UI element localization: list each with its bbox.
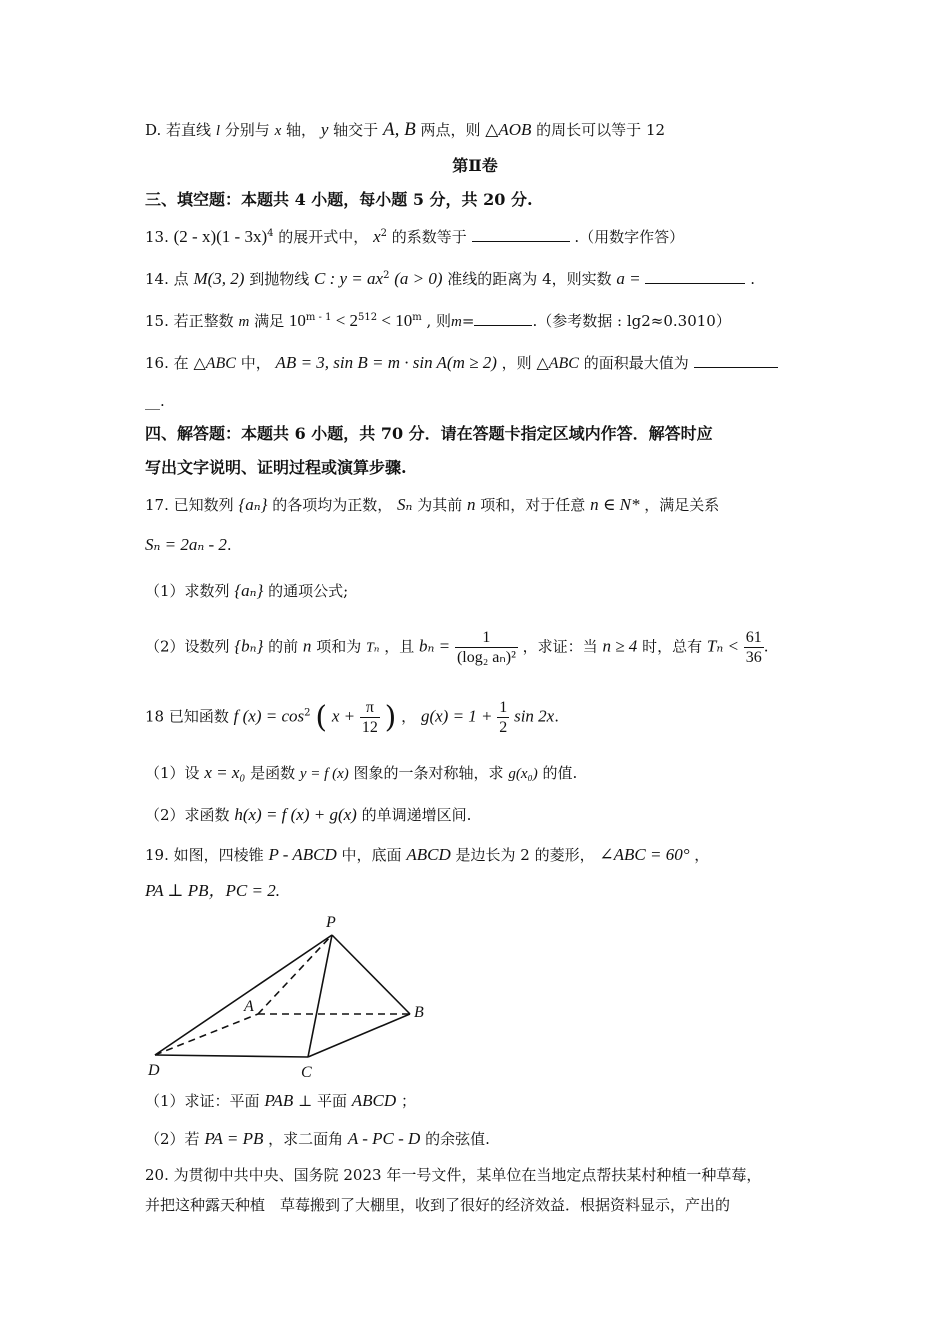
question-number: 13.: [145, 228, 169, 246]
denominator: 12: [361, 719, 378, 737]
var: n: [466, 495, 476, 514]
expression: bₙ =: [419, 636, 451, 656]
fraction-pi-12: [360, 698, 380, 737]
expression: Sₙ: [397, 495, 413, 514]
part-label: （1）求证：平面: [145, 1092, 260, 1110]
var: m: [451, 314, 462, 330]
text: .（用数字作答）: [574, 228, 685, 246]
expression: AB = 3, sin B = m · sin A(m ≥ 2): [275, 353, 497, 372]
part-label: （2）若: [145, 1130, 200, 1148]
text: 是边长为 2 的菱形，: [455, 846, 595, 864]
expression: sin 2x: [514, 706, 555, 726]
expression: C : y = ax: [314, 269, 384, 288]
denominator: (log₂ aₙ)²: [456, 649, 516, 667]
text: ；: [400, 1092, 416, 1110]
denominator: 36: [745, 649, 762, 667]
expression: x +: [331, 706, 356, 726]
text: 准线的距离为 4，则实数: [447, 270, 612, 288]
denominator: 2: [499, 719, 508, 737]
text: 若直线: [166, 121, 212, 139]
text: ，满足关系: [644, 496, 720, 514]
edge-ap: [258, 935, 332, 1014]
expression: PA ⊥ PB，PC = 2.: [145, 881, 280, 900]
exponent: m - 1: [305, 312, 332, 323]
paren-close: ): [384, 700, 397, 736]
question-17-relation: [145, 534, 810, 556]
expression: n ≥ 4: [602, 636, 638, 656]
label-b: B: [414, 1004, 424, 1021]
question-18: [145, 698, 810, 737]
text: 分别与: [224, 121, 270, 139]
text: .: [750, 270, 755, 288]
question-17-part2: [145, 628, 810, 667]
question-number: 17.: [145, 496, 169, 514]
expression: f (x) = cos: [233, 706, 305, 726]
question-14: [145, 268, 810, 290]
expression: A - PC - D: [347, 1129, 421, 1148]
expression: P - ABCD: [268, 845, 337, 864]
question-number: 18: [145, 707, 165, 726]
expression: g(x₀): [508, 766, 538, 782]
expression: {aₙ}: [234, 581, 264, 600]
exponent: 512: [358, 312, 378, 323]
expression: n ∈ N*: [590, 495, 640, 514]
fraction-61-36: [744, 628, 764, 667]
text: 项和，对于任意: [480, 496, 586, 514]
question-20-line1: 20. 为贯彻中共中央、国务院 2023 年一号文件，某单位在当地定点帮扶某村种植一种草莓，: [145, 1166, 762, 1184]
text: 时，总有: [642, 637, 703, 656]
text: ，则: [501, 354, 532, 372]
edge-dp: [155, 935, 332, 1055]
var: l: [215, 123, 221, 139]
text: 的周长可以等于 12: [536, 121, 666, 139]
text: 项和为: [316, 637, 362, 656]
text: 平面: [316, 1092, 347, 1110]
expression: < 2: [331, 311, 359, 330]
label-p: P: [326, 914, 336, 931]
text: 点: [173, 270, 189, 288]
var: x: [373, 227, 381, 246]
numerator: 61: [744, 628, 764, 648]
expression: {bₙ}: [234, 636, 264, 656]
expression: (a > 0): [394, 269, 443, 288]
expression: a =: [616, 269, 641, 288]
question-number: 19.: [145, 846, 169, 864]
var: Tₙ: [365, 640, 380, 656]
text: 的余弦值.: [425, 1130, 490, 1148]
question-number: 15.: [145, 312, 169, 330]
text: 在: [173, 354, 189, 372]
expression: {aₙ}: [238, 495, 268, 514]
paren-open: (: [315, 700, 328, 736]
text: 轴交于: [333, 121, 379, 139]
expression: g(x) = 1 +: [420, 706, 493, 726]
text: ，求证：当: [522, 637, 598, 656]
label-a: A: [244, 998, 254, 1015]
text: 的各项均为正数，: [272, 496, 393, 514]
var: A, B: [382, 119, 416, 140]
question-13: [145, 226, 810, 248]
question-16-tail: __.: [145, 392, 165, 410]
expression: Tₙ <: [706, 636, 739, 656]
var: m: [238, 314, 250, 330]
expression: x = x₀: [204, 763, 246, 782]
text: 的前: [268, 637, 299, 656]
text: 的展开式中，: [278, 228, 369, 246]
answer-blank[interactable]: [694, 353, 778, 368]
text: 若正整数: [173, 312, 234, 330]
expression: ∠ABC = 60°: [599, 845, 690, 864]
volume-title: 第Ⅱ卷: [452, 156, 498, 175]
text: 的值.: [542, 764, 578, 782]
edge-pb: [332, 935, 410, 1014]
expression: < 10: [377, 311, 413, 330]
text: 到抛物线: [249, 270, 310, 288]
edge-pc: [308, 935, 332, 1057]
var: x: [274, 123, 282, 139]
exponent: 4: [267, 228, 274, 239]
question-15: [145, 310, 810, 333]
expression: △ABC: [193, 355, 236, 372]
answer-blank[interactable]: [645, 269, 745, 284]
part-label: （2）设数列: [145, 637, 230, 656]
exponent: 2: [383, 270, 390, 281]
label-d: D: [148, 1062, 160, 1079]
text: ，: [401, 707, 417, 726]
text: 的通项公式;: [268, 582, 349, 600]
section4-title-line1: 四、解答题：本题共 6 小题，共 70 分．请在答题卡指定区域内作答．解答时应: [145, 424, 713, 443]
expression: ABCD: [351, 1091, 397, 1110]
exponent: m: [412, 312, 422, 323]
part-label: （1）求数列: [145, 582, 230, 600]
var: △AOB: [485, 120, 532, 139]
text: 的系数等于: [391, 228, 467, 246]
text: ，: [694, 846, 710, 864]
exponent: 2: [304, 707, 311, 719]
question-number: 16.: [145, 354, 169, 372]
text: .: [554, 707, 559, 726]
label-c: C: [301, 1064, 312, 1081]
text: ，且: [384, 637, 415, 656]
text: 是函数: [250, 764, 296, 782]
answer-blank[interactable]: [474, 311, 532, 326]
text: 中，底面: [341, 846, 402, 864]
option-label: D.: [145, 121, 162, 139]
text: 轴，: [286, 121, 317, 139]
question-19: [145, 844, 810, 866]
text: .: [226, 536, 232, 554]
expression: y = f (x): [299, 766, 349, 782]
question-number: 14.: [145, 270, 169, 288]
var: n: [302, 636, 312, 656]
numerator: π: [360, 698, 380, 718]
section4-title-line2: 写出文字说明、证明过程或演算步骤.: [145, 458, 407, 477]
fraction-1-2: [497, 698, 509, 737]
question-19-part2: [145, 1128, 810, 1150]
expression: △ABC: [536, 355, 579, 372]
text: , 则: [426, 312, 452, 330]
question-17: [145, 494, 810, 516]
question-19-part1: [145, 1090, 810, 1112]
text: 如图，四棱锥: [173, 846, 264, 864]
exponent: 2: [380, 228, 387, 239]
text: .（参考数据 : lg2≈0.3010）: [532, 312, 731, 330]
option-d: [145, 118, 810, 143]
text: 的面积最大值为: [583, 354, 689, 372]
text: 的单调递增区间.: [361, 806, 472, 824]
question-19-line2: [145, 880, 810, 902]
text: 两点，则: [420, 121, 481, 139]
expression: M(3, 2): [193, 269, 245, 288]
text: 已知函数: [168, 707, 229, 726]
text: 中，: [240, 354, 271, 372]
text: 图象的一条对称轴，求: [353, 764, 504, 782]
part-label: （2）求函数: [145, 806, 230, 824]
edge-cb: [308, 1014, 410, 1057]
var: y: [320, 120, 329, 139]
expression: PA = PB: [204, 1129, 264, 1148]
fraction-bn: [455, 628, 518, 667]
question-16: [145, 352, 810, 375]
expression: 10: [288, 311, 306, 330]
expression: PAB: [264, 1091, 294, 1110]
text: =: [461, 312, 475, 330]
text: .: [763, 637, 769, 656]
question-18-part1: [145, 762, 810, 785]
text: 为其前: [417, 496, 463, 514]
numerator: 1: [455, 628, 518, 648]
answer-blank[interactable]: [472, 227, 570, 242]
question-17-part1: [145, 580, 810, 602]
expression: h(x) = f (x) + g(x): [234, 805, 357, 824]
pyramid-figure: [140, 905, 450, 1085]
edge-dc: [155, 1055, 308, 1057]
text: ，求二面角: [268, 1130, 344, 1148]
question-18-part2: [145, 804, 810, 826]
expression: (2 - x)(1 - 3x): [173, 227, 268, 246]
section3-title: 三、填空题：本题共 4 小题，每小题 5 分，共 20 分.: [145, 190, 533, 209]
perp-symbol: ⊥: [298, 1092, 313, 1110]
text: 已知数列: [173, 496, 234, 514]
numerator: 1: [497, 698, 509, 718]
text: 满足: [254, 312, 285, 330]
expression: Sₙ = 2aₙ - 2: [145, 535, 227, 554]
part-label: （1）设: [145, 764, 200, 782]
expression: ABCD: [406, 845, 451, 864]
question-20-line2: 并把这种露天种植 草莓搬到了大棚里，收到了很好的经济效益．根据资料显示，产出的: [145, 1196, 731, 1214]
